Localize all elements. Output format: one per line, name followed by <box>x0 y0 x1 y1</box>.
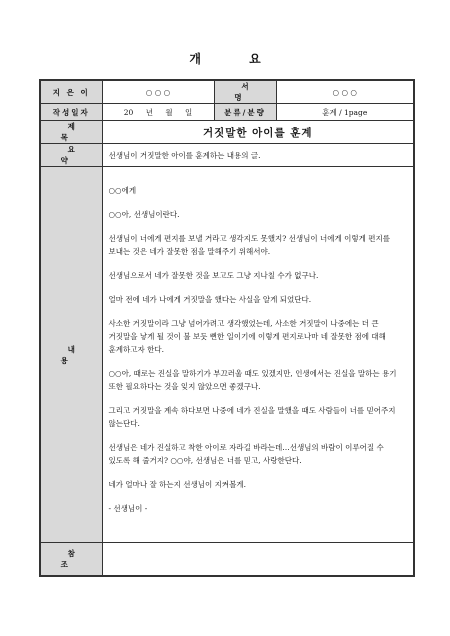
content-paragraph: 얼마 전에 네가 나에게 거짓말을 했다는 사실을 알게 되었단다. <box>108 294 312 304</box>
signature-closing: - 선생님이 - <box>108 503 148 513</box>
date-label: 작성일자 <box>40 104 102 121</box>
subject-value: 거짓말한 아이를 훈계 <box>102 121 414 144</box>
author-row <box>40 80 414 104</box>
content-paragraph: 사소한 거짓말이라 그냥 넘어가려고 생각했었는데, 사소한 거짓말이 나중에는 더 큰 거짓말을 낳게 될 것이 불 보듯 뻔한 일이기에 이렇게 편지로나마 네 잘못한 점에 대해 훈계하고자 한다. <box>108 318 386 354</box>
content-paragraph: ○○아, 때로는 진실을 말하기가 부끄러울 때도 있겠지만, 인생에서는 진실을 말하는 용기 또한 필요하다는 것을 잊지 않았으면 좋겠구나. <box>108 368 397 391</box>
signature-label: 서 명 <box>214 80 276 104</box>
content-paragraph: 선생님으로서 네가 잘못한 것을 보고도 그냥 지나칠 수가 없구나. <box>108 270 319 280</box>
signature-value: ○ ○ ○ <box>276 80 414 104</box>
content-paragraph: ○○아, 선생님이란다. <box>108 209 180 219</box>
content-row <box>40 167 414 543</box>
content-paragraph: 네가 얼마나 잘 하는지 선생님이 지켜볼게. <box>108 479 246 489</box>
category-label: 분류/분량 <box>214 104 276 121</box>
content-paragraph: 선생님이 너에게 편지를 보낼 거라고 생각지도 못했지? 선생님이 너에게 이렇게 편지를 보내는 것은 네가 잘못한 점을 말해주기 위해서야. <box>108 233 390 256</box>
content-paragraph: 그리고 거짓말을 계속 하다보면 나중에 네가 진실을 말했을 때도 사람들이 너를 믿어주지 않는단다. <box>108 405 396 428</box>
author-label: 지 은 이 <box>40 80 102 104</box>
subject-row <box>40 121 414 144</box>
content-label: 내 용 <box>40 167 102 543</box>
date-value: 20 년 월 일 <box>102 104 214 121</box>
content-body <box>102 167 414 543</box>
document-title: 개 요 <box>189 52 283 66</box>
author-value: ○ ○ ○ <box>102 80 214 104</box>
category-value: 훈계 / 1page <box>276 104 414 121</box>
summary-row <box>40 144 414 167</box>
summary-value: 선생님이 거짓말한 아이를 훈계하는 내용의 글. <box>102 144 414 167</box>
date-row <box>40 104 414 121</box>
content-paragraph: ○○에게 <box>108 185 137 195</box>
content-paragraph: 선생님은 네가 진실하고 착한 아이로 자라길 바라는데…선생님의 바람이 이루어질 수 있도록 해 줄거지? ○○야, 선생님은 너를 믿고, 사랑한단다. <box>108 442 384 465</box>
subject-label: 제 목 <box>40 121 102 144</box>
reference-row <box>40 543 414 576</box>
summary-label: 요 약 <box>40 144 102 167</box>
reference-value <box>102 543 414 576</box>
summary-form-table <box>39 79 415 577</box>
reference-label: 참 조 <box>40 543 102 576</box>
